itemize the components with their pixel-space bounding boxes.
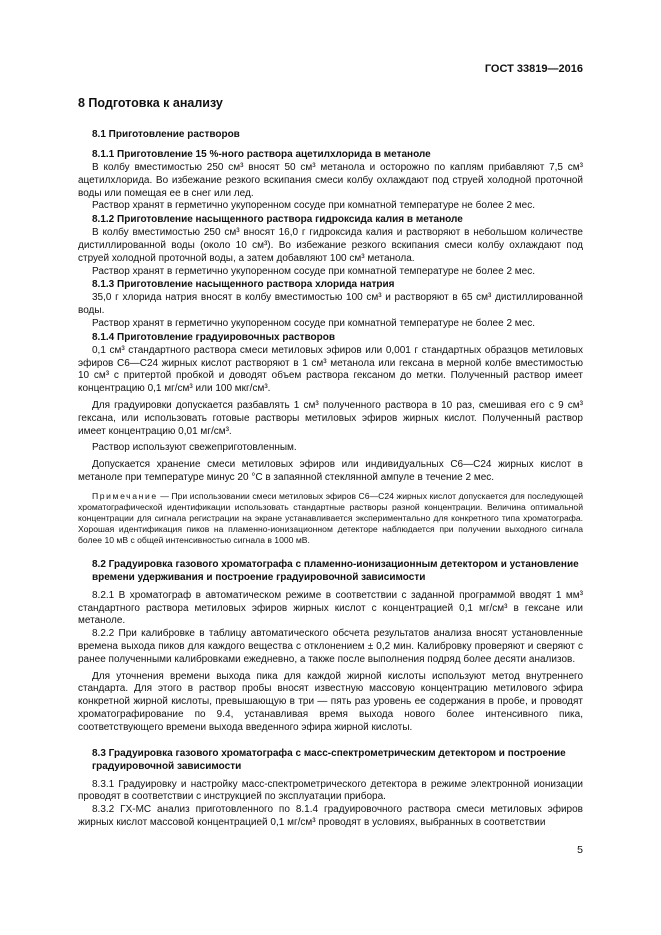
subsection-title-8-1-1: 8.1.1 Приготовление 15 %-ного раствора ацетилхлорида в метаноле — [92, 149, 431, 160]
paragraph: 8.3.1 Градуировку и настройку масс-спектрометрического детектора в режиме электронной ионизации проводят в соответствии с инструкцией по эксплуатации прибора. — [78, 778, 583, 803]
note-text: — При использовании смеси метиловых эфиров С6—С24 жирных кислот допускается для последующей хроматографической идентификации использовать стандартные растворы разной концентрации. Величина оптимальной концентрации для сигнала регистрации на экране устанавливается экспериментально для конкретного типа хроматографа. Хорошая идентификация пиков на пламенно-ионизационном детекторе наблюдается при получении выходного сигнала более 10 мВ с общей интенсивностью сигнала в 1000 мВ. — [78, 490, 583, 545]
paragraph: 35,0 г хлорида натрия вносят в колбу вместимостью 100 см³ и растворяют в 65 см³ дистиллированной воды. — [78, 292, 583, 317]
subsection-title-8-2: 8.2 Градуировка газового хроматографа с пламенно-ионизационным детектором и установление времени удерживания и построение градуировочной зависимости — [92, 558, 579, 583]
paragraph: В колбу вместимостью 250 см³ вносят 50 см³ метанола и осторожно по каплям прибавляют 7,5 см³ ацетилхлорида. Во избежание резкого вскипания смеси колбу охлаждают под струей холодной проточной воды или помещая ее в снег или лед. — [78, 162, 583, 199]
paragraph: 0,1 см³ стандартного раствора смеси метиловых эфиров или 0,001 г стандартных образцов метиловых эфиров С6—С24 жирных кислот растворяют в 1 см³ метанола или гексана в мерной колбе вместимостью 10 см³ с притертой пробкой и доводят объем раствора гексаном до метки. Полученный раствор имеет концентрацию 0,1 мг/см³ или 100 мкг/см³. — [78, 344, 583, 395]
paragraph: 8.3.2 ГХ-МС анализ приготовленного по 8.1.4 градуировочного раствора смеси метиловых эфиров жирных кислот массовой концентрацией 0,1 мг/см³ проводят в условиях, выбранных в соответствии — [78, 804, 583, 828]
paragraph: В колбу вместимостью 250 см³ вносят 16,0 г гидроксида калия и растворяют в небольшом количестве дистиллированной воды (около 10 см³). Во избежание резкого вскипания смеси колбу охлаждают под струей холодной проточной воды, а затем добавляют 100 см³ метанола. — [78, 227, 583, 264]
paragraph: Раствор хранят в герметично укупоренном сосуде при комнатной температуре не более 2 мес. — [92, 265, 535, 277]
subsection-title-8-1-3: 8.1.3 Приготовление насыщенного раствора хлорида натрия — [92, 279, 395, 291]
paragraph: Для градуировки допускается разбавлять 1 см³ полученного раствора в 10 раз, смешивая его с 9 см³ гексана, или использовать готовые растворы метиловых эфиров жирных кислот. Полученный раствор имеет концентрацию 0,01 мг/см³. — [78, 399, 583, 437]
paragraph: Раствор хранят в герметично укупоренном сосуде при комнатной температуре не более 2 мес. — [92, 317, 535, 329]
section-title: 8 Подготовка к анализу — [78, 96, 223, 110]
document-body — [78, 96, 583, 830]
subsection-title-8-1-4: 8.1.4 Приготовление градуировочных растворов — [92, 331, 336, 343]
note-label: Примечание — [92, 490, 158, 501]
subsection-title-8-1-2: 8.1.2 Приготовление насыщенного раствора гидроксида калия в метаноле — [92, 214, 463, 226]
paragraph: Раствор хранят в герметично укупоренном сосуде при комнатной температуре не более 2 мес. — [92, 200, 535, 212]
paragraph: Для уточнения времени выхода пика для каждой жирной кислоты используют метод внутреннего стандарта. Для этого в раствор пробы вносят известную массовую концентрацию метилового эфира конкретной жирной кислоты, превышающую в три — пять раз уровень ее содержания в пробе, и проводят хроматографирование по 9.4, устанавливая время выхода нового более интенсивного пика, соответствующего времени выхода введенного эфира жирной кислоты. — [78, 670, 583, 733]
paragraph: 8.2.1 В хроматограф в автоматическом режиме в соответствии с заданной программой вводят 1 мм³ стандартного раствора метиловых эфиров жирных кислот с концентрацией 0,1 мг/см³ в гексане или метаноле. — [78, 589, 583, 627]
paragraph: Допускается хранение смеси метиловых эфиров или индивидуальных С6—С24 жирных кислот в метаноле при температуре минус 20 °С в запаянной стеклянной ампуле в течение 2 мес. — [78, 459, 583, 483]
paragraph: 8.2.2 При калибровке в таблицу автоматического обсчета результатов анализа вносят установленные времена выхода пиков для каждого вещества с отклонением ± 0,2 мин. Калибровку проверяют и сверяют с ранее полученными калибровками ежедневно, а также после выполнения подряд более десяти анализов. — [78, 628, 583, 665]
document-code: ГОСТ 33819—2016 — [484, 63, 583, 75]
paragraph: Раствор используют свежеприготовленным. — [92, 442, 297, 454]
page-number: 5 — [577, 844, 583, 856]
subsection-title-8-3: 8.3 Градуировка газового хроматографа с масс-спектрометрическим детектором и построение градуировочной зависимости — [92, 747, 566, 772]
subsection-title-8-1: 8.1 Приготовление растворов — [92, 129, 240, 140]
note — [78, 491, 583, 546]
